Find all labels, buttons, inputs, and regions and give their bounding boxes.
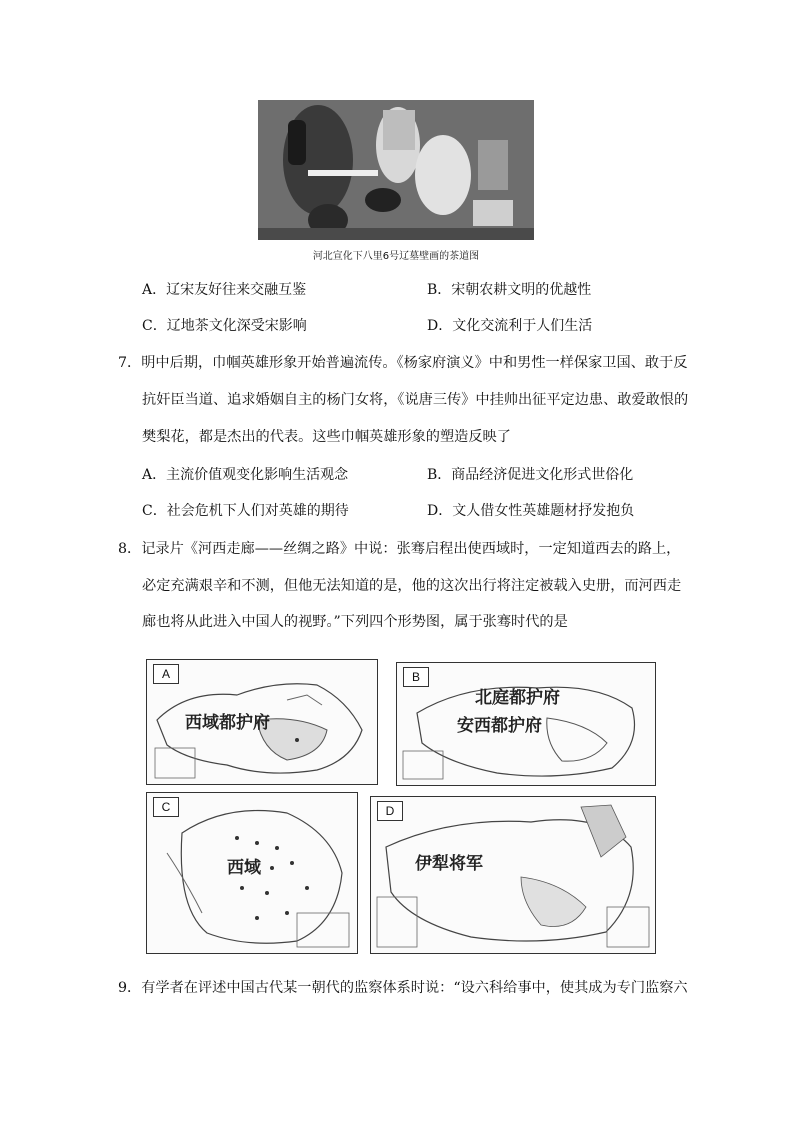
map-c[interactable] <box>146 792 358 954</box>
q6-option-d[interactable]: D．文化交流利于人们生活 <box>427 318 593 334</box>
q7-option-b[interactable]: B．商品经济促进文化形式世俗化 <box>427 467 634 483</box>
map-a[interactable] <box>146 659 378 785</box>
figure-caption: 河北宣化下八里6号辽墓壁画的茶道图 <box>312 251 480 262</box>
q8-stem-line3: 廊也将从此进入中国人的视野。”下列四个形势图，属于张骞时代的是 <box>142 614 568 630</box>
q7-option-d[interactable]: D．文人借女性英雄题材抒发抱负 <box>427 503 635 519</box>
q7-stem-line3: 樊梨花，都是杰出的代表。这些巾帼英雄形象的塑造反映了 <box>142 429 511 445</box>
q8-stem-line1: 8．记录片《河西走廊——丝绸之路》中说：张骞启程出使西域时，一定知道西去的路上， <box>118 541 681 557</box>
map-b-handwriting-2: 安西都护府 <box>457 716 542 736</box>
q7-stem-line1: 7．明中后期，巾帼英雄形象开始普遍流传。《杨家府演义》中和男性一样保家卫国、敢于反 <box>118 355 688 371</box>
q9-stem-line1: 9．有学者在评述中国古代某一朝代的监察体系时说：“设六科给事中，使其成为专门监察六 <box>118 980 688 996</box>
q7-option-a[interactable]: A．主流价值观变化影响生活观念 <box>142 467 349 483</box>
q8-stem-line2: 必定充满艰辛和不测，但他无法知道的是，他的这次出行将注定被载入史册，而河西走 <box>142 578 682 594</box>
mural-image <box>258 100 534 240</box>
map-c-handwriting: 西域 <box>227 858 261 878</box>
map-c-label: C <box>153 797 179 817</box>
map-d-outline <box>371 797 655 953</box>
q6-option-b[interactable]: B．宋朝农耕文明的优越性 <box>427 282 592 298</box>
q7-stem-line2: 抗奸臣当道、追求婚姻自主的杨门女将，《说唐三传》中挂帅出征平定边患、敢爱敢恨的 <box>142 392 689 408</box>
q7-option-c[interactable]: C．社会危机下人们对英雄的期待 <box>142 503 349 519</box>
q6-option-a[interactable]: A．辽宋友好往来交融互鉴 <box>142 282 307 298</box>
map-b-handwriting-1: 北庭都护府 <box>475 688 560 708</box>
q6-option-c[interactable]: C．辽地茶文化深受宋影响 <box>142 318 307 334</box>
map-d[interactable] <box>370 796 656 954</box>
map-a-handwriting: 西域都护府 <box>185 713 270 733</box>
map-a-label: A <box>153 664 179 684</box>
map-b[interactable] <box>396 662 656 786</box>
map-b-label: B <box>403 667 429 687</box>
mural-photo <box>258 100 534 240</box>
map-d-handwriting: 伊犁将军 <box>415 854 483 874</box>
map-d-label: D <box>377 801 403 821</box>
